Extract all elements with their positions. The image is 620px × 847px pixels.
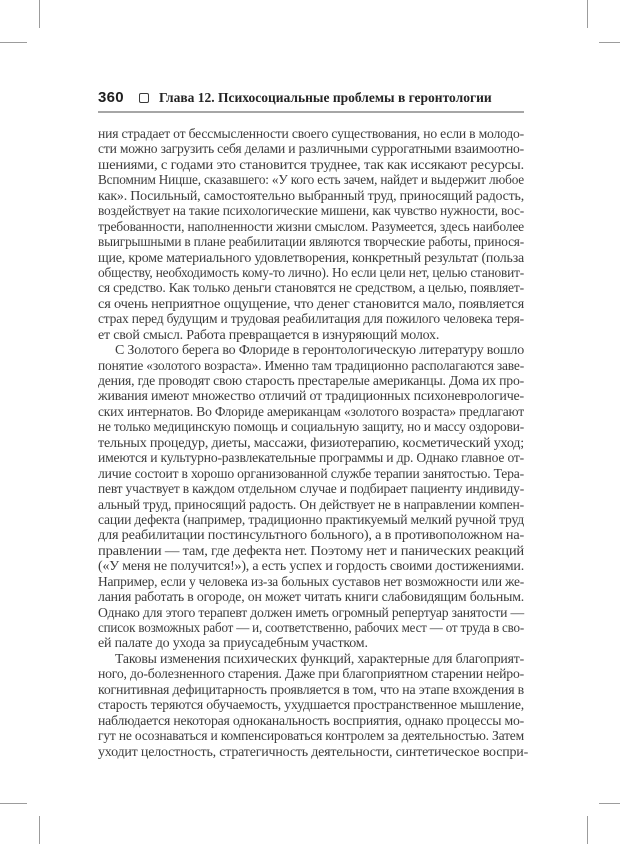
text-line: не только медицинскую помощь и социальную защиту, но и массу оздорови- xyxy=(98,420,524,436)
text-line: список возможных работ — и, соответственно, рабочих мест — от труда в сво- xyxy=(98,621,524,636)
text-line: имеются и культурно-развлекательные программы и др. Однако главное от- xyxy=(98,451,524,467)
text-line: живания имеют множество отличий от традиционных психоневрологиче- xyxy=(98,389,524,405)
text-line: требованности, наполненности жизни смыслом. Разумеется, здесь наиболее xyxy=(98,219,524,235)
text-line: дения, где проводят свою старость престарелые американцы. Дома их про- xyxy=(98,374,524,389)
text-line: Вспомним Ницше, сказавшего: «У кого есть зачем, найдет и выдержит любое xyxy=(98,173,524,189)
text-line: сации дефекта (например, традиционно практикуемый мелкий ручной труд xyxy=(98,512,524,528)
text-line: выигрышными в плане реабилитации являются творческие работы, принося- xyxy=(98,235,524,251)
text-line: ния страдает от бессмысленности своего существования, но если в молодо- xyxy=(98,127,524,142)
crop-mark xyxy=(0,42,27,43)
text-line: щие, кроме материального удовлетворения, конкретный результат (польза xyxy=(98,250,524,266)
text-line: обществу, необходимость кому-то лично). Но если цели нет, целью становит- xyxy=(98,265,524,281)
text-line: как». Посильный, самостоятельно выбранный труд, приносящий радость, xyxy=(98,188,524,204)
crop-mark xyxy=(587,816,588,844)
text-line: Однако для этого терапевт должен иметь огромный репертуар занятости — xyxy=(98,605,524,621)
crop-mark xyxy=(0,803,27,804)
crop-mark xyxy=(39,0,40,28)
text-line: С Золотого берега во Флориде в геронтологическую литературу вошло xyxy=(115,343,524,359)
text-line: страх перед будущим и трудовая реабилитация для пожилого человека теря- xyxy=(98,312,524,328)
text-line: («У меня не получится!»), а есть успех и гордость своими достижениями. xyxy=(98,559,524,575)
text-line: певт участвует в каждом отдельном случае и подбирает пациенту индивиду- xyxy=(98,482,524,498)
text-line: ного, до-болезненного старения. Даже при благоприятном старении нейро- xyxy=(98,667,524,683)
crop-mark xyxy=(39,816,40,844)
crop-mark xyxy=(599,42,620,43)
chapter-title: Глава 12. Психосоциальные проблемы в геронтологии xyxy=(158,89,492,105)
text-line: понятие «золотого возраста». Именно там традиционно располагаются заве- xyxy=(98,358,524,374)
text-line: воздействует на такие психологические мишени, как чувство нужности, вос- xyxy=(98,204,524,220)
text-line: сти можно загрузить себя делами и различными суррогатными взаимоотно- xyxy=(98,142,524,158)
text-line: для реабилитации постинсультного больного), а в противоположном на- xyxy=(98,528,524,544)
text-line: альный труд, приносящий радость. Он действует не в направлении компен- xyxy=(98,497,524,513)
text-line: гут не осознаваться и компенсироваться контролем за деятельностью. Затем xyxy=(98,729,524,745)
text-line: ся средство. Как только деньги становятся не средством, а целью, появляет- xyxy=(98,281,524,297)
text-line: уходит целостность, стратегичность деятельности, синтетическое воспри- xyxy=(98,744,529,760)
text-line: лания работать в огороде, он может читать книги слабовидящим больным. xyxy=(98,590,524,606)
text-line: шениями, с годами это становится труднее, так как иссякают ресурсы. xyxy=(98,157,524,173)
text-line: ся очень неприятное ощущение, что денег становится мало, появляется xyxy=(98,296,524,312)
crop-mark xyxy=(587,0,588,28)
text-line: тельных процедур, диеты, массажи, физиотерапию, косметический уход; xyxy=(98,435,524,451)
square-outline-icon xyxy=(139,93,149,103)
header-rule xyxy=(98,111,524,113)
page-number: 360 xyxy=(98,89,124,106)
text-line: личие состоит в хорошо организованной службе терапии занятостью. Тера- xyxy=(98,466,524,482)
crop-mark xyxy=(599,803,620,804)
text-line: старость теряются обучаемость, ухудшается пространственное мышление, xyxy=(98,698,524,714)
text-line: Таковы изменения психических функций, характерные для благоприят- xyxy=(115,651,524,667)
body-text-block xyxy=(98,127,529,760)
text-line: Например, если у человека из-за больных суставов нет возможности или же- xyxy=(98,574,524,590)
text-line: ет свой смысл. Работа превращается в изнуряющий молох. xyxy=(98,327,440,343)
text-line: наблюдается некоторая одноканальность восприятия, однако процессы мо- xyxy=(98,713,524,729)
text-line: правлении — там, где дефекта нет. Поэтому нет и панических реакций xyxy=(98,543,524,559)
text-line: ей палате до ухода за приусадебным участком. xyxy=(98,636,368,652)
text-line: ских интернатов. Во Флориде американцам «золотого возраста» предлагают xyxy=(98,404,524,420)
page-header xyxy=(98,89,524,106)
text-line: когнитивная дефицитарность проявляется в том, что на этапе вхождения в xyxy=(98,682,524,698)
